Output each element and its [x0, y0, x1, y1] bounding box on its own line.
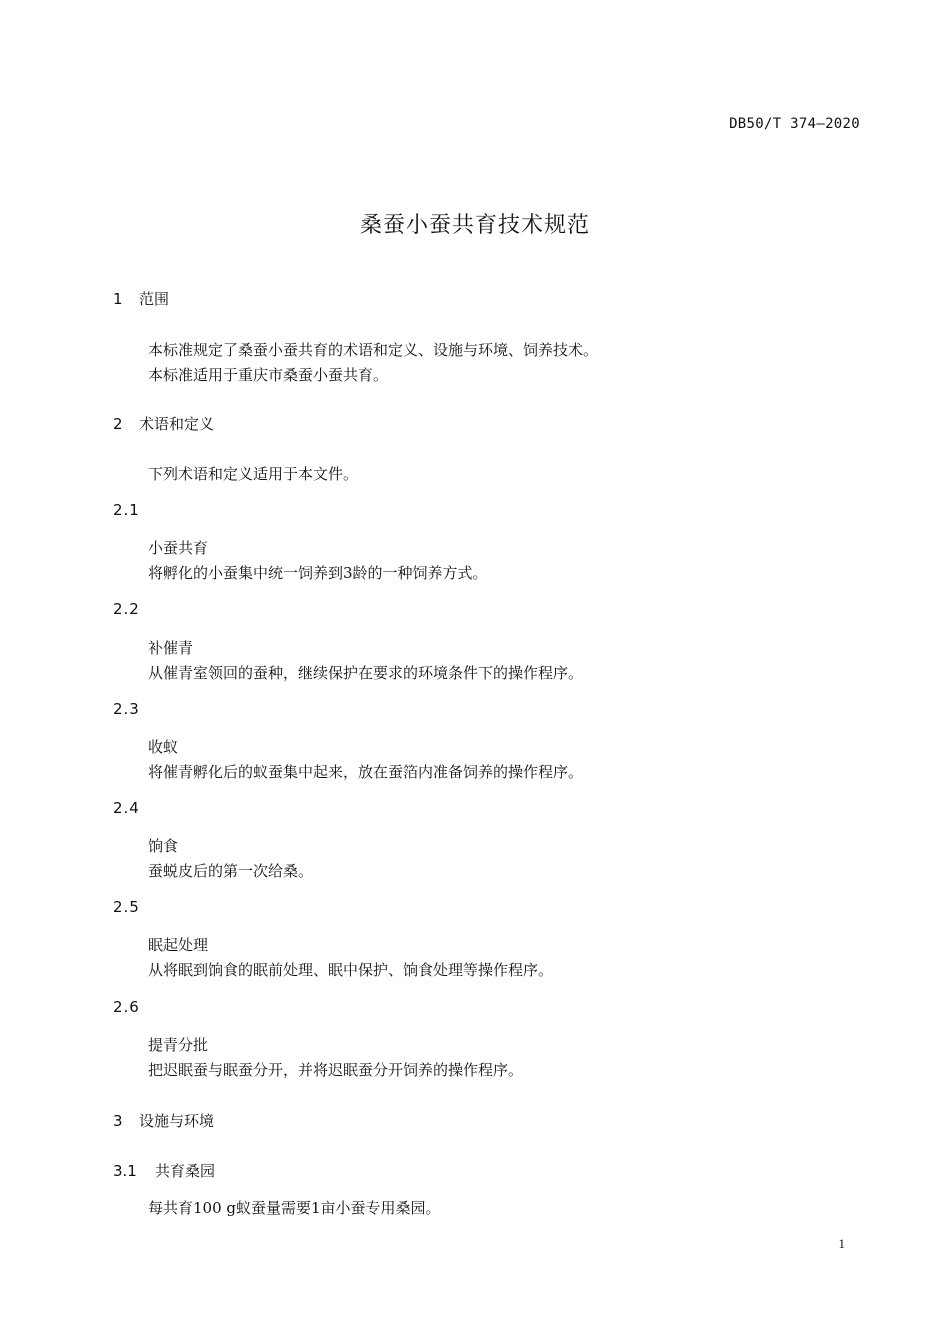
section-2-heading — [113, 413, 214, 434]
document-title: 桑蚕小蚕共育技术规范 — [359, 213, 590, 238]
section-number: 1 — [113, 290, 123, 308]
paragraph: 本标准规定了桑蚕小蚕共育的术语和定义、设施与环境、饲养技术。 — [148, 341, 599, 359]
section-number: 2 — [113, 415, 123, 433]
section-title: 设施与环境 — [139, 1112, 215, 1130]
subsection-3-1-heading — [113, 1160, 215, 1181]
paragraph: 本标准适用于重庆市桑蚕小蚕共育。 — [148, 366, 389, 384]
section-title: 范围 — [139, 290, 170, 308]
section-title: 术语和定义 — [139, 415, 215, 433]
document-code: DB50/T 374—2020 — [729, 116, 860, 132]
section-1-heading — [113, 288, 169, 309]
term-number: 2.6 — [113, 998, 140, 1016]
term-definition: 将催青孵化后的蚁蚕集中起来，放在蚕箔内准备饲养的操作程序。 — [148, 763, 584, 781]
page-number: 1 — [838, 1236, 845, 1251]
term-definition: 从将眠到饷食的眠前处理、眠中保护、饷食处理等操作程序。 — [148, 961, 554, 979]
section-3-heading — [113, 1110, 214, 1131]
term-definition: 把迟眠蚕与眠蚕分开，并将迟眠蚕分开饲养的操作程序。 — [148, 1061, 524, 1079]
term-number: 2.1 — [113, 501, 140, 519]
term-definition: 从催青室领回的蚕种，继续保护在要求的环境条件下的操作程序。 — [148, 664, 584, 682]
term-number: 2.5 — [113, 898, 140, 916]
term-definition: 将孵化的小蚕集中统一饲养到3龄的一种饲养方式。 — [148, 564, 488, 582]
subsection-number: 3.1 — [113, 1162, 137, 1180]
term-name: 小蚕共育 — [148, 539, 209, 557]
term-name: 补催青 — [148, 639, 194, 657]
section-number: 3 — [113, 1112, 123, 1130]
paragraph: 下列术语和定义适用于本文件。 — [148, 465, 359, 483]
term-number: 2.4 — [113, 799, 140, 817]
term-name: 饷食 — [148, 837, 179, 855]
term-name: 提青分批 — [148, 1036, 209, 1054]
term-name: 收蚁 — [148, 738, 179, 756]
term-definition: 蚕蜕皮后的第一次给桑。 — [148, 862, 314, 880]
subsection-title: 共育桑园 — [155, 1162, 216, 1180]
term-name: 眠起处理 — [148, 936, 209, 954]
term-number: 2.2 — [113, 600, 140, 618]
term-number: 2.3 — [113, 700, 140, 718]
paragraph: 每共育100 g蚁蚕量需要1亩小蚕专用桑园。 — [148, 1199, 441, 1217]
